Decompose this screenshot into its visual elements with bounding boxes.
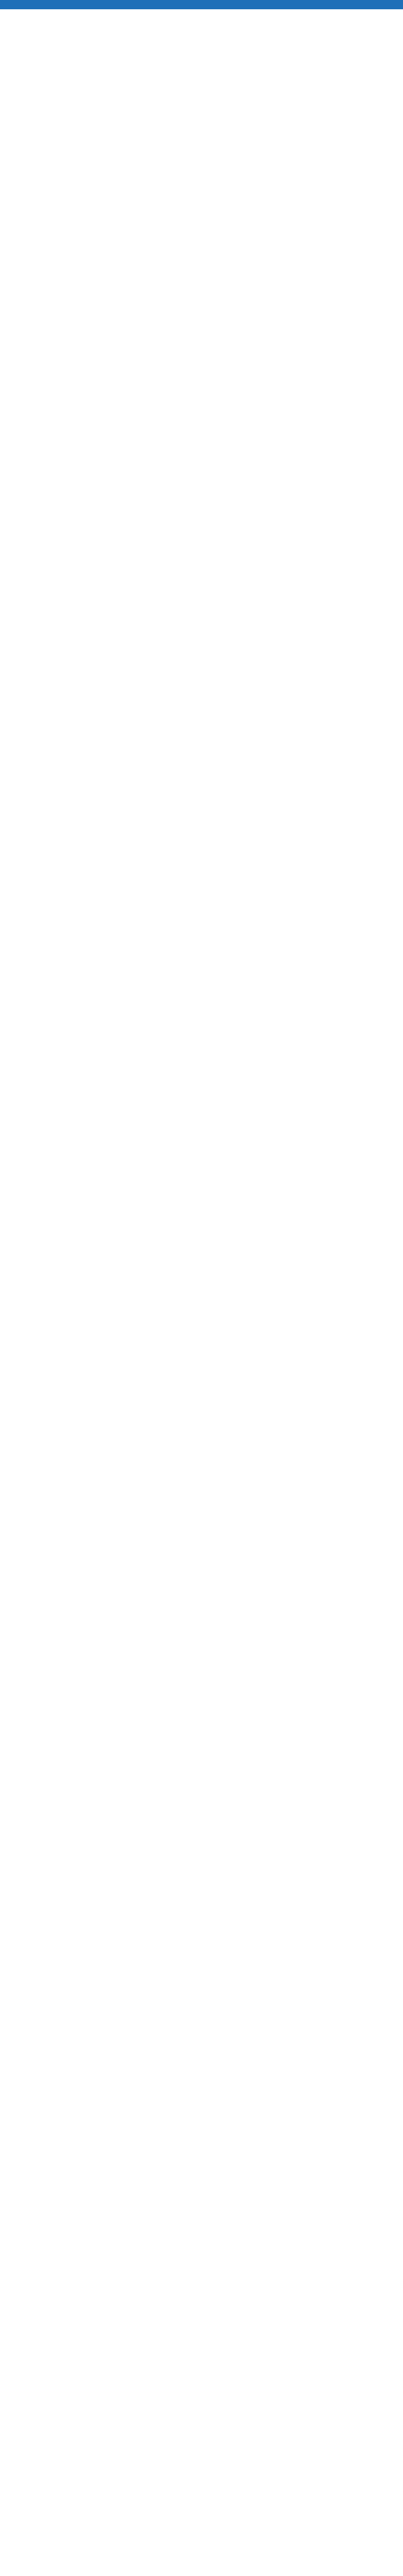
column-header[interactable] bbox=[0, 0, 43, 9]
column-header[interactable] bbox=[124, 0, 160, 9]
column-header[interactable] bbox=[272, 0, 321, 9]
data-table bbox=[0, 0, 403, 9]
column-header[interactable] bbox=[160, 0, 219, 9]
table-header bbox=[0, 0, 403, 9]
column-header[interactable] bbox=[86, 0, 124, 9]
column-header[interactable] bbox=[379, 0, 403, 9]
column-header[interactable] bbox=[43, 0, 86, 9]
column-header[interactable] bbox=[219, 0, 272, 9]
column-header[interactable] bbox=[321, 0, 379, 9]
header-row bbox=[0, 0, 403, 9]
